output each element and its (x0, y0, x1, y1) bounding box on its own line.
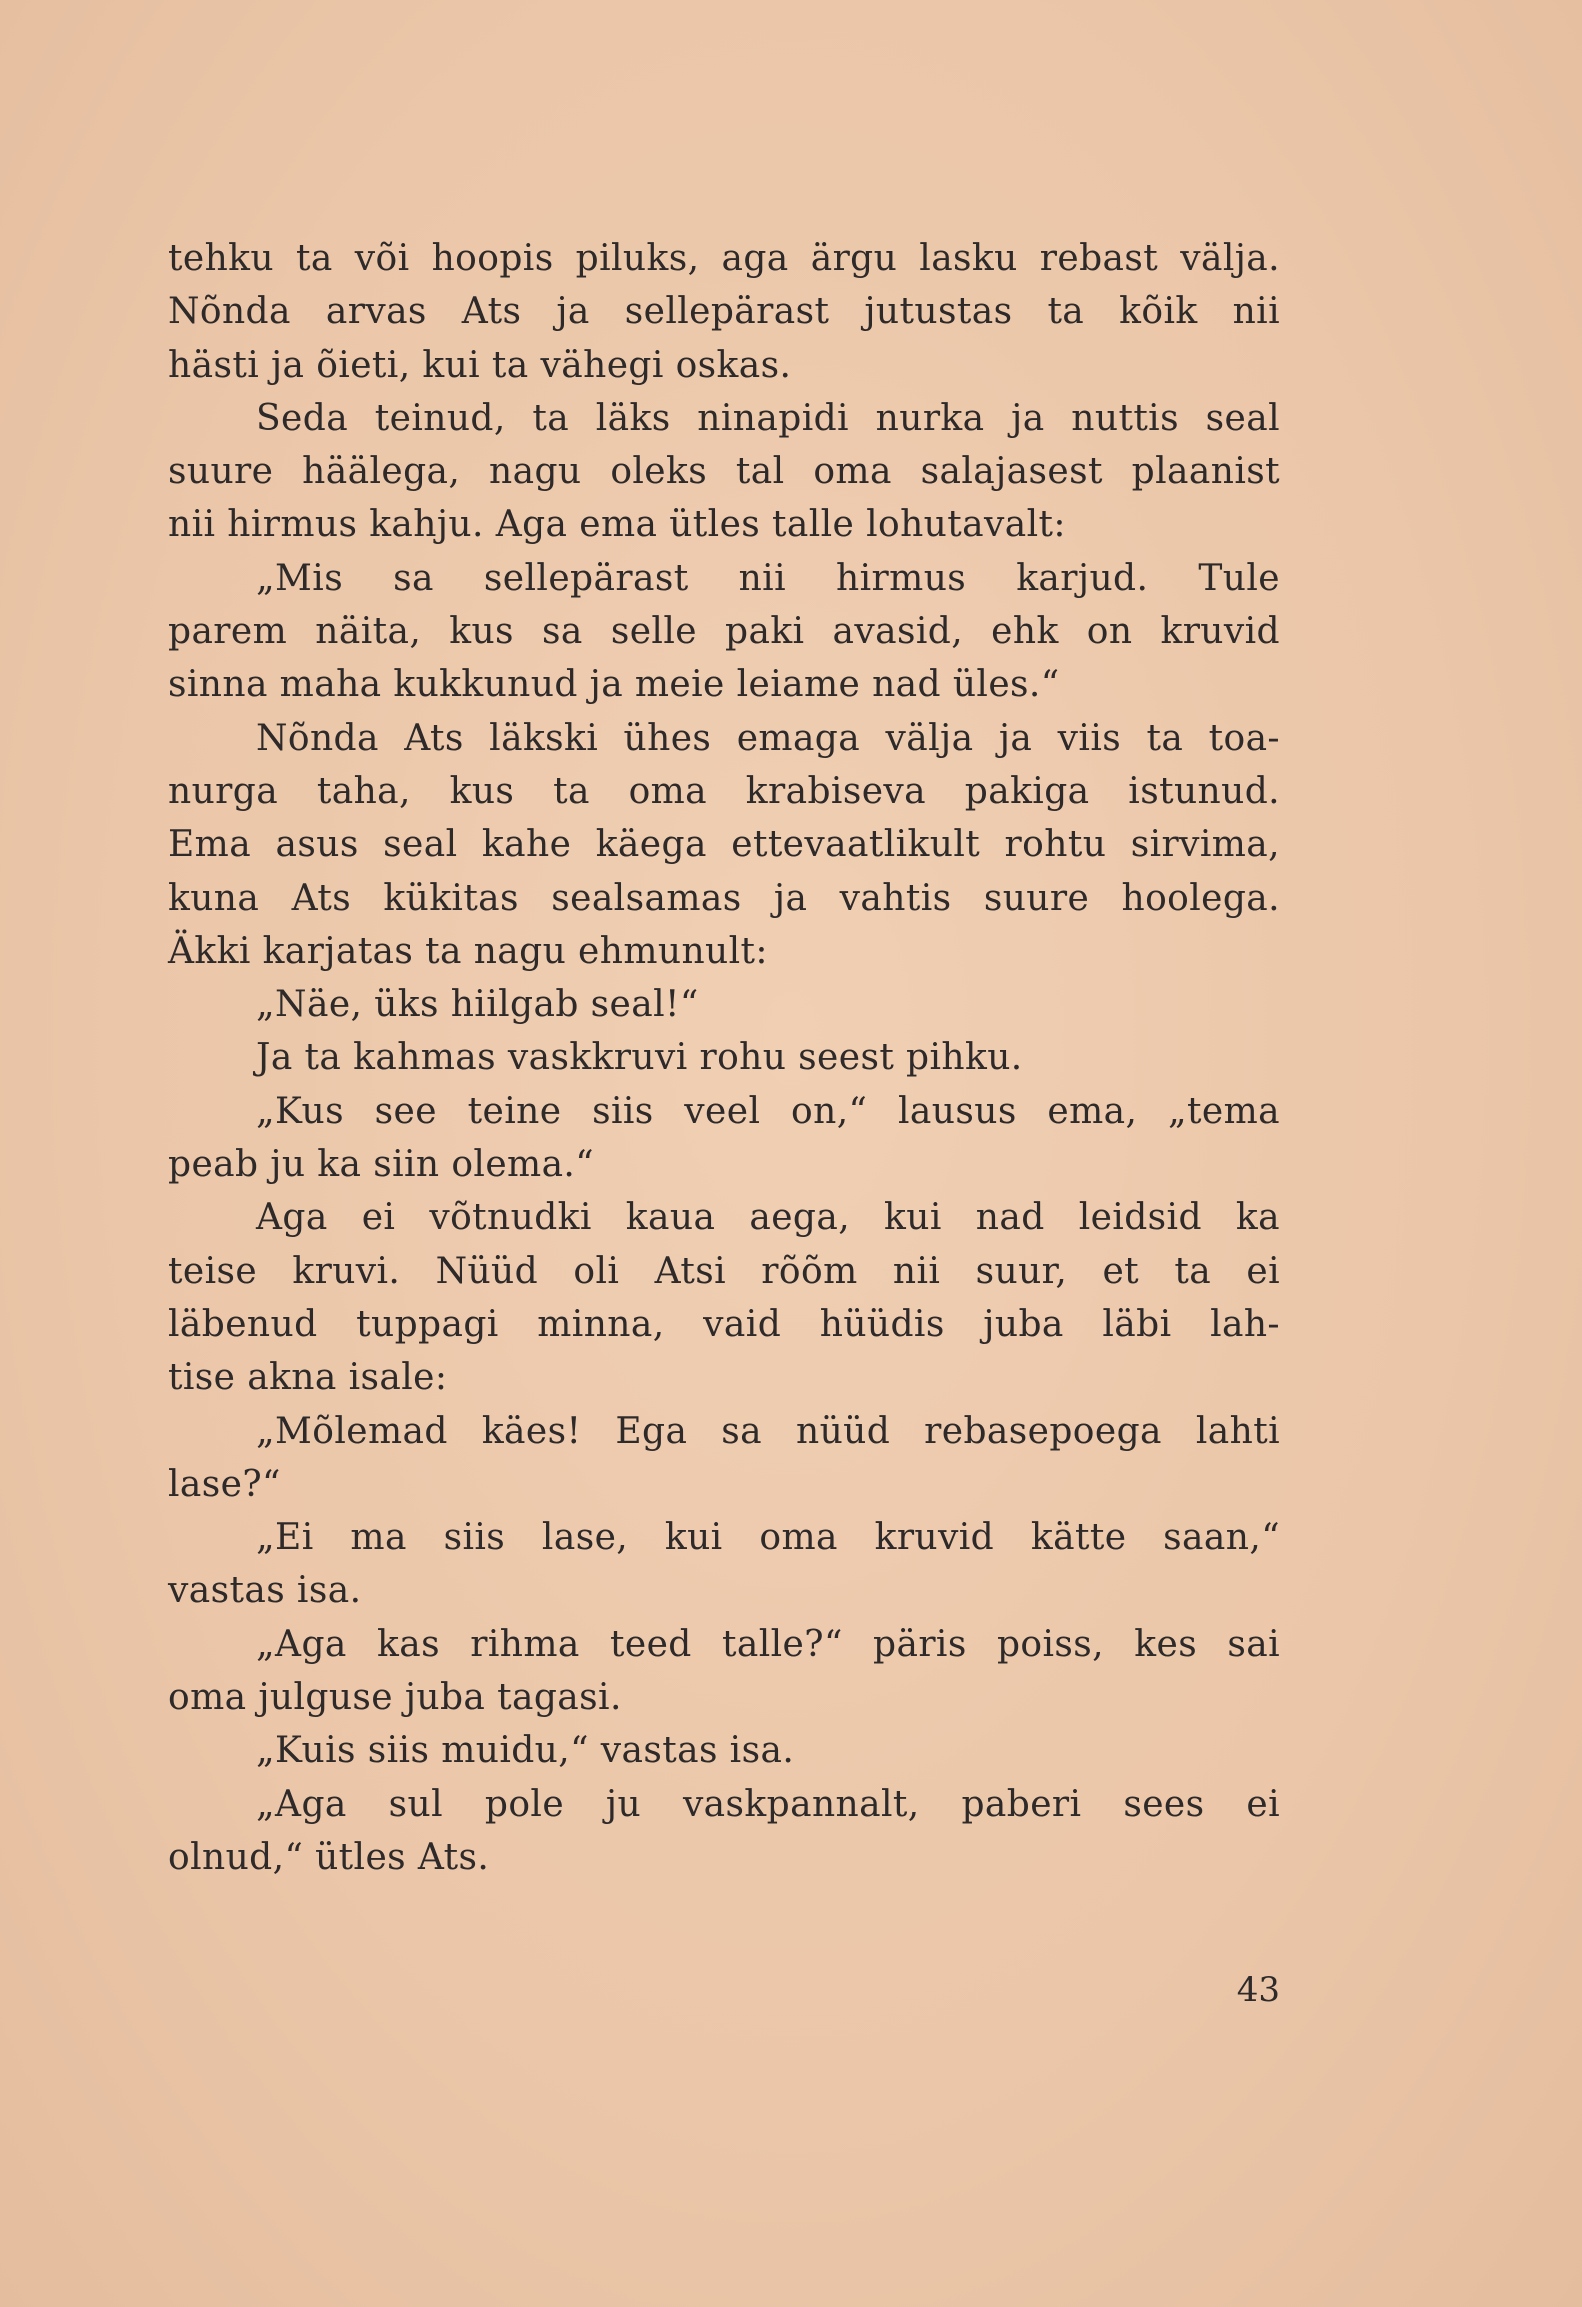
text-line: lase?“ (168, 1463, 281, 1505)
text-line: Äkki karjatas ta nagu ehmunult: (168, 930, 768, 972)
text-line: Ema asus seal kahe käega ettevaatlikult rohtu sirvima, (168, 824, 1280, 866)
text-line: oma julguse juba tagasi. (168, 1677, 622, 1719)
text-line: parem näita, kus sa selle paki avasid, ehk on kruvid (168, 611, 1280, 653)
text-line: „Kuis siis muidu,“ vastas isa. (256, 1730, 795, 1772)
text-line: tehku ta või hoopis piluks, aga ärgu lasku rebast välja. (168, 238, 1280, 279)
text-line: nii hirmus kahju. Aga ema ütles talle lohutavalt: (168, 504, 1066, 546)
text-line: hästi ja õieti, kui ta vähegi oskas. (168, 344, 792, 386)
text-line: „Aga sul pole ju vaskpannalt, paberi sees ei (256, 1783, 1280, 1825)
text-line: Aga ei võtnudki kaua aega, kui nad leidsid ka (256, 1197, 1280, 1239)
text-line: suure häälega, nagu oleks tal oma salajasest plaanist (168, 451, 1280, 493)
text-line: „Mis sa sellepärast nii hirmus karjud. Tule (256, 557, 1280, 599)
text-line: Nõnda arvas Ats ja sellepärast jutustas ta kõik nii (168, 291, 1280, 333)
text-line: vastas isa. (168, 1570, 362, 1612)
text-line: Nõnda Ats läkski ühes emaga välja ja viis ta toa- (256, 717, 1280, 759)
text-line: „Näe, üks hiilgab seal!“ (256, 984, 699, 1026)
text-line: „Ei ma siis lase, kui oma kruvid kätte saan,“ (256, 1517, 1280, 1559)
body-text (168, 232, 1280, 1884)
page-number: 43 (1236, 1970, 1280, 2010)
text-line: olnud,“ ütles Ats. (168, 1836, 490, 1878)
text-line: Ja ta kahmas vaskkruvi rohu seest pihku. (256, 1037, 1023, 1079)
text-line: nurga taha, kus ta oma krabiseva pakiga istunud. (168, 770, 1280, 812)
text-line: peab ju ka siin olema.“ (168, 1144, 595, 1186)
text-line: läbenud tuppagi minna, vaid hüüdis juba läbi lah- (168, 1303, 1280, 1345)
text-line: „Aga kas rihma teed talle?“ päris poiss, kes sai (256, 1623, 1280, 1665)
text-line: „Mõlemad käes! Ega sa nüüd rebasepoega lahti (256, 1410, 1280, 1452)
text-line: „Kus see teine siis veel on,“ lausus ema, „tema (256, 1090, 1280, 1132)
text-line: sinna maha kukkunud ja meie leiame nad üles.“ (168, 664, 1060, 706)
text-line: Seda teinud, ta läks ninapidi nurka ja nuttis seal (256, 397, 1280, 439)
text-line: teise kruvi. Nüüd oli Atsi rõõm nii suur, et ta ei (168, 1250, 1280, 1292)
text-line: tise akna isale: (168, 1357, 448, 1399)
text-line: kuna Ats kükitas sealsamas ja vahtis suure hoolega. (168, 877, 1280, 919)
